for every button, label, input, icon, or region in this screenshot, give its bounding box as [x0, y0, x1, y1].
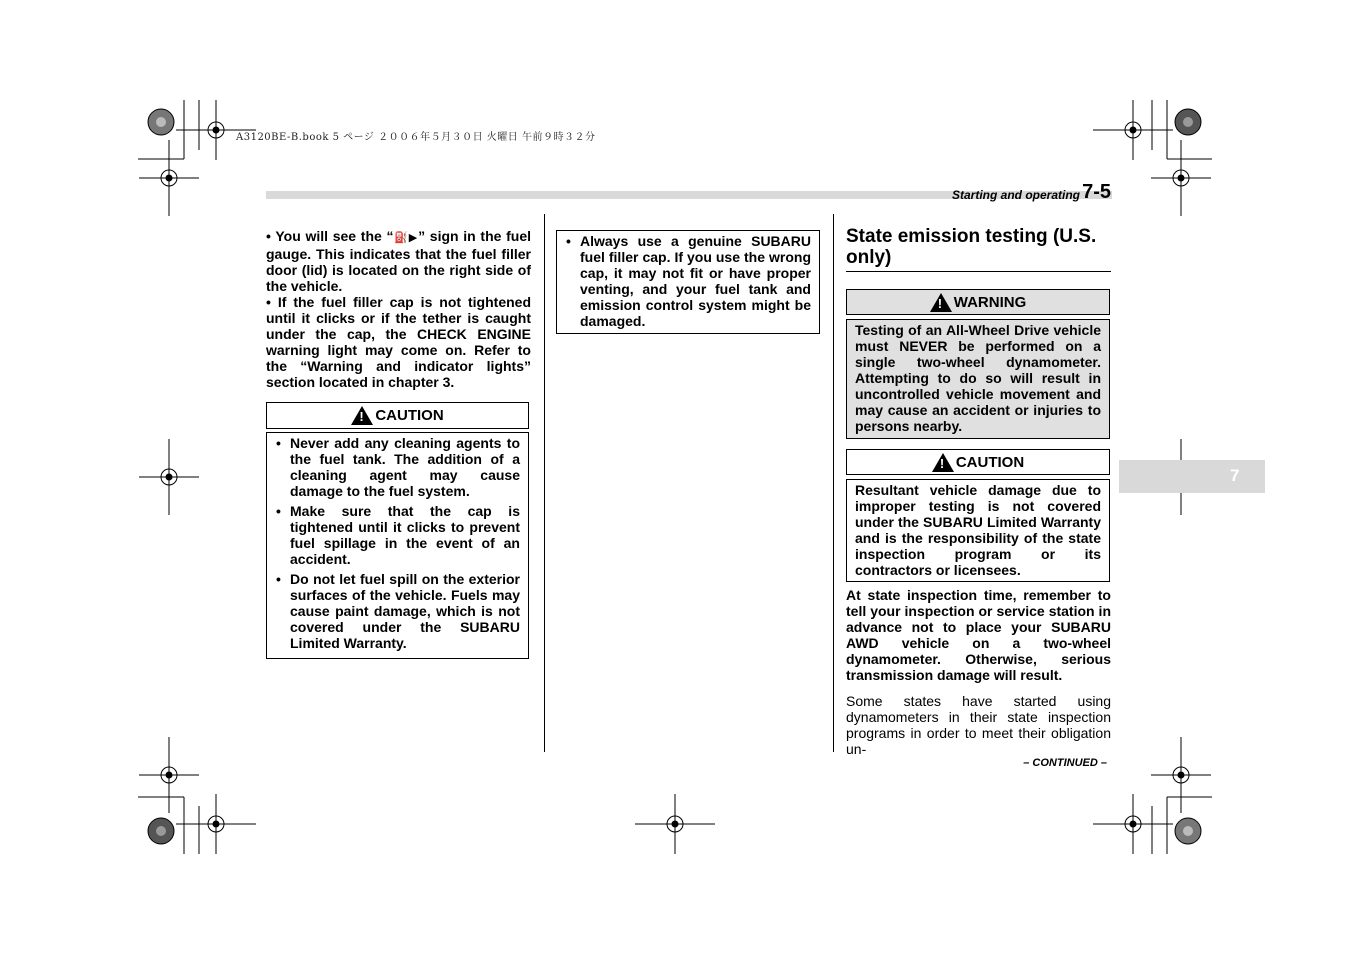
fuel-cap-note-box: [556, 230, 820, 334]
column-divider: [544, 214, 545, 752]
warning-triangle-icon: [930, 293, 952, 312]
fuel-pump-arrow-icon: ⛽▶: [393, 232, 419, 244]
left-column: [266, 228, 531, 390]
warning-triangle-icon: [932, 453, 954, 472]
dynamometer-paragraph: Some states have started using dynamometers in their state inspection programs in order to meet their obligation un-: [846, 693, 1111, 757]
list-item: • Always use a genuine SUBARU fuel filler cap. If you use the wrong cap, it may not fit or have proper venting, and your fuel tank and emission control system might be damaged.: [566, 233, 811, 329]
bullet-fuel-door: • You will see the “⛽▶” sign in the fuel gauge. This indicates that the fuel filler door (lid) is located on the right side of the vehicle.: [266, 228, 531, 294]
list-item: • Make sure that the cap is tightened until it clicks to prevent fuel spillage in the event of an accident.: [276, 503, 520, 567]
print-info: A3120BE-B.book 5 ページ ２００６年５月３０日 火曜日 午前９時３２分: [236, 132, 596, 143]
chapter-number: 7: [1230, 466, 1240, 485]
caution-header: ! CAUTION: [266, 402, 529, 429]
list-item: • Do not let fuel spill on the exterior surfaces of the vehicle. Fuels may cause paint damage, which is not covered under the SUBARU Limited Warranty.: [276, 571, 520, 651]
bullet-check-engine: • If the fuel filler cap is not tightened until it clicks or if the tether is caught under the cap, the CHECK ENGINE warning light may come on. Refer to the “Warning and indicator lights” section located in chapter 3.: [266, 294, 531, 390]
warning-triangle-icon: [351, 406, 373, 425]
continued-label: – CONTINUED –: [1023, 757, 1107, 769]
chapter-thumb-tab: [1119, 460, 1265, 493]
caution-header: ! CAUTION: [846, 449, 1110, 475]
column-divider: [833, 214, 834, 752]
caution-box: Resultant vehicle damage due to improper testing is not covered under the SUBARU Limited Warranty and is the responsibility of the state inspection program or its contractors or licensees.: [846, 479, 1110, 582]
section-title: State emission testing (U.S. only): [846, 226, 1097, 268]
header-section-title: Starting and operating: [951, 188, 1080, 202]
warning-box: Testing of an All-Wheel Drive vehicle must NEVER be performed on a single two-wheel dynamometer. Attempting to do so will result in uncontrolled vehicle movement and may cause an accident or injuries to persons nearby.: [846, 319, 1110, 439]
caution-box: [266, 432, 529, 659]
inspection-paragraph: At state inspection time, remember to tell your inspection or service station in advance not to place your SUBARU AWD vehicle on a two-wheel dynamometer. Otherwise, serious transmission damage will result.: [846, 587, 1111, 683]
header-page-number: 7-5: [1082, 181, 1111, 203]
warning-header: ! WARNING: [846, 289, 1110, 315]
list-item: • Never add any cleaning agents to the fuel tank. The addition of a cleaning agent may cause damage to the fuel system.: [276, 435, 520, 499]
title-rule: [846, 271, 1111, 272]
